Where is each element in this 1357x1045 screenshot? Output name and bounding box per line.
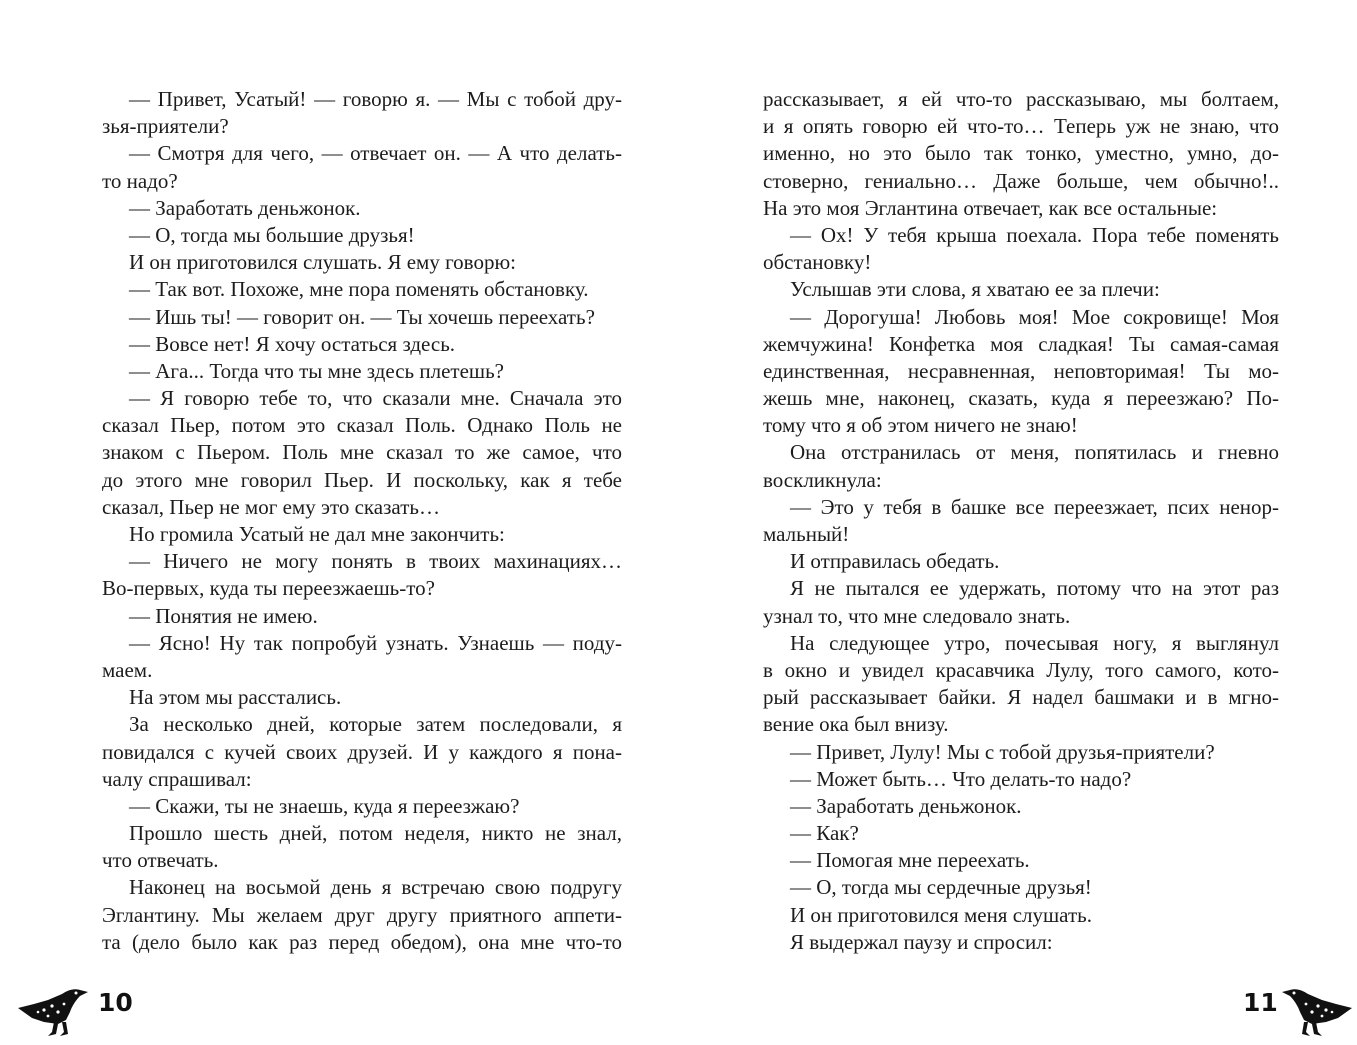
text-line: повидался с кучей своих друзей. И у каждого я пона- <box>102 739 622 764</box>
text-line: единственная, несравненная, неповторимая! Ты мо- <box>763 358 1279 383</box>
text-line: — Помогая мне переехать. <box>790 848 1030 873</box>
text-line: рый рассказывает байки. Я надел башмаки и в мгно- <box>763 685 1279 710</box>
text-line: — Привет, Лулу! Мы с тобой друзья-приятели? <box>790 739 1215 764</box>
text-line: На этом мы расстались. <box>129 685 342 710</box>
text-line: — Заработать деньжонок. <box>129 195 361 220</box>
text-line: — О, тогда мы большие друзья! <box>129 222 415 247</box>
text-line: маем. <box>102 657 153 682</box>
text-line: И он приготовился слушать. Я ему говорю: <box>129 250 516 275</box>
text-line: — О, тогда мы сердечные друзья! <box>790 875 1092 900</box>
text-line: — Может быть… Что делать-то надо? <box>790 766 1132 791</box>
text-line: Услышав эти слова, я хватаю ее за плечи: <box>790 277 1160 302</box>
text-line: — Ох! У тебя крыша поехала. Пора тебе поменять <box>790 222 1279 247</box>
left-page-text <box>102 86 622 956</box>
text-line: рассказывает, я ей что-то рассказываю, мы болтаем, <box>763 87 1279 111</box>
text-line: мальный! <box>763 522 850 546</box>
page-number-right: 11 <box>1243 988 1278 1017</box>
text-line: жемчужина! Конфетка моя сладкая! Ты самая-самая <box>763 331 1279 356</box>
text-line: Наконец на восьмой день я встречаю свою подругу <box>129 875 622 900</box>
text-line: — Смотря для чего, — отвечает он. — А что делать- <box>129 141 622 166</box>
text-line: то надо? <box>102 168 178 193</box>
text-line: тому что я об этом ничего не знаю! <box>763 413 1078 438</box>
text-line: воскликнула: <box>763 467 882 492</box>
text-line: — Заработать деньжонок. <box>790 793 1022 818</box>
text-line: сказал, Пьер не мог ему это сказать… <box>102 494 440 519</box>
text-line: в окно и увидел красавчика Лулу, того самого, кото- <box>763 657 1279 682</box>
text-line: — Вовсе нет! Я хочу остаться здесь. <box>129 331 456 356</box>
text-line: За несколько дней, которые затем последовали, я <box>129 712 622 737</box>
text-line: И он приготовился меня слушать. <box>790 902 1092 927</box>
text-line: Она отстранилась от меня, попятилась и гневно <box>790 440 1279 465</box>
text-line: — Привет, Усатый! — говорю я. — Мы с тобой дру- <box>129 87 622 111</box>
text-line: Во-первых, куда ты переезжаешь-то? <box>102 576 435 601</box>
text-line: Эглантину. Мы желаем друг другу приятного аппети- <box>102 902 622 927</box>
crow-icon <box>14 978 94 1038</box>
text-line: — Ишь ты! — говорит он. — Ты хочешь переехать? <box>129 304 595 329</box>
text-line: — Скажи, ты не знаешь, куда я переезжаю? <box>129 793 520 818</box>
page-number-left: 10 <box>98 988 133 1017</box>
text-line: — Я говорю тебе то, что сказали мне. Сначала это <box>129 386 622 411</box>
text-line: На следующее утро, почесывая ногу, я выглянул <box>790 630 1279 655</box>
text-line: узнал то, что мне следовало знать. <box>763 603 1071 628</box>
text-line: И отправилась обедать. <box>790 549 1000 574</box>
text-line: вение ока был внизу. <box>763 712 949 737</box>
text-line: стоверно, гениально… Даже больше, чем обычно!.. <box>763 168 1279 193</box>
text-line: и я опять говорю ей что-то… Теперь уж не знаю, что <box>763 114 1279 139</box>
text-line: Прошло шесть дней, потом неделя, никто не знал, <box>129 821 622 846</box>
text-line: — Ага... Тогда что ты мне здесь плетешь? <box>129 358 504 383</box>
text-line: Но громила Усатый не дал мне закончить: <box>129 522 505 546</box>
text-line: — Как? <box>790 821 859 846</box>
text-line: обстановку! <box>763 250 872 275</box>
text-line: та (дело было как раз перед обедом), она мне что-то <box>102 929 622 954</box>
right-page-text <box>763 86 1279 956</box>
text-line: именно, но это было так тонко, уместно, умно, до- <box>763 141 1279 166</box>
text-line: Я выдержал паузу и спросил: <box>790 929 1053 954</box>
text-line: — Ясно! Ну так попробуй узнать. Узнаешь — поду- <box>129 630 622 655</box>
text-line: — Ничего не могу понять в твоих махинациях… <box>129 549 622 574</box>
text-line: чалу спрашивал: <box>102 766 252 791</box>
text-line: — Это у тебя в башке все переезжает, псих ненор- <box>790 494 1279 519</box>
text-line: жешь мне, наконец, сказать, куда я переезжаю? По- <box>763 386 1279 411</box>
crow-icon <box>1276 978 1356 1038</box>
text-line: знаком с Пьером. Поль мне сказал то же самое, что <box>102 440 622 465</box>
text-line: зья-приятели? <box>102 114 229 139</box>
text-line: что отвечать. <box>102 848 219 873</box>
text-line: На это моя Эглантина отвечает, как все остальные: <box>763 195 1218 220</box>
text-line: Я не пытался ее удержать, потому что на этот раз <box>790 576 1279 601</box>
text-line: — Дорогуша! Любовь моя! Мое сокровище! Моя <box>790 304 1279 329</box>
text-line: сказал Пьер, потом это сказал Поль. Однако Поль не <box>102 413 622 438</box>
text-line: — Так вот. Похоже, мне пора поменять обстановку. <box>129 277 589 302</box>
text-line: — Понятия не имею. <box>129 603 318 628</box>
text-line: до этого мне говорил Пьер. И поскольку, как я тебе <box>102 467 622 492</box>
